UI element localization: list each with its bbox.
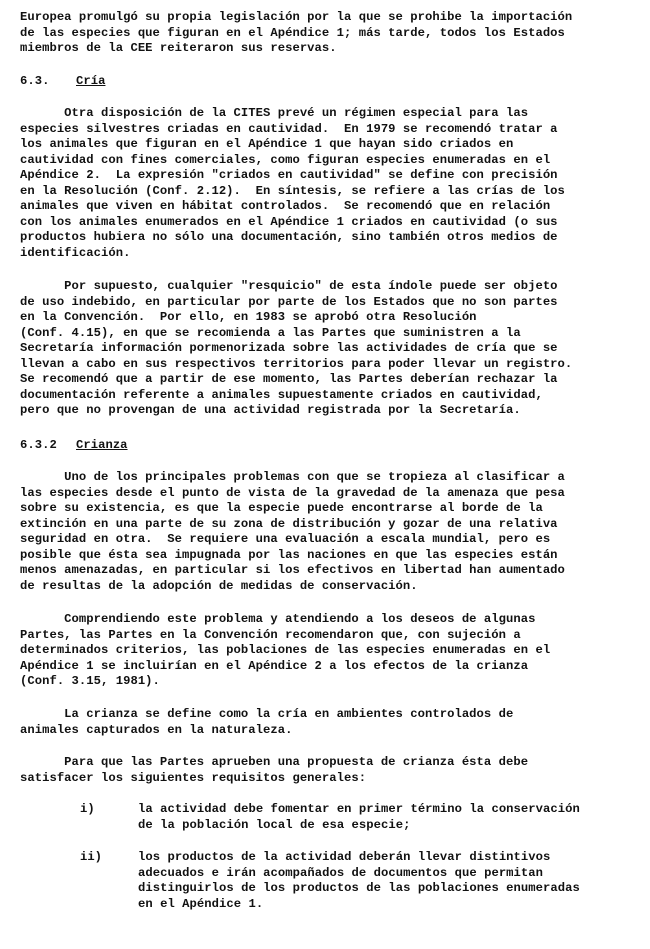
text-line: cautividad con fines comerciales, como figuran especies enumeradas en el [20,152,551,167]
text-line: los animales que figuran en el Apéndice 1 que hayan sido criados en [20,137,514,151]
text-line: sobre su existencia, es que la especie puede encontrarse al borde de la [20,501,543,515]
text-line: documentación referente a animales supuestamente criados en cautividad, [20,387,543,402]
list-item-line: en el Apéndice 1. [138,896,264,911]
text-line: posible que ésta sea impugnada por las naciones en que las especies están [20,547,558,562]
text-line: productos hubiera no sólo una documentación, sino también otros medios de [20,230,558,244]
text-line: Europea promulgó su propia legislación por la que se prohibe la importación [20,10,573,24]
text-line: Comprendiendo este problema y atendiendo a los deseos de algunas [20,612,536,626]
text-line: Por supuesto, cualquier "resquicio" de esta índole puede ser objeto [20,279,558,293]
text-line: con los animales enumerados en el Apéndice 1 criados en cautividad (o sus [20,214,558,229]
text-line: en la Resolución (Conf. 2.12). En síntesis, se refiere a las crías de los [20,183,565,198]
text-line: seguridad en otra. Se requiere una evaluación a escala mundial, pero es [20,532,551,546]
text-line: en la Convención. Por ello, en 1983 se aprobó otra Resolución [20,310,477,324]
text-line: las especies desde el punto de vista de la gravedad de la amenaza que pesa [20,485,565,500]
list-item-line: adecuados e irán acompañados de documentos que permitan [138,865,544,880]
list-item-line: los productos de la actividad deberán llevar distintivos [138,850,551,864]
text-line: llevan a cabo en sus respectivos territorios para poder llevar un registro. [20,356,573,371]
text-line: Se recomendó que a partir de ese momento, las Partes deberían rechazar la [20,372,558,386]
section-number: 6.3.2 [20,438,57,452]
text-line: menos amenazadas, en particular si los efectivos en libertad han aumentado [20,563,565,577]
list-item-line: distinguirlos de los productos de las poblaciones enumeradas [138,881,580,895]
text-line: Apéndice 2. La expresión "criados en cautividad" se define con precisión [20,168,558,182]
text-line: de resultas de la adopción de medidas de conservación. [20,578,418,593]
text-line: animales capturados en la naturaleza. [20,722,293,737]
text-line: Apéndice 1 se incluirían en el Apéndice 2 a los efectos de la crianza [20,658,529,673]
text-line: La crianza se define como la cría en ambientes controlados de [20,707,514,721]
text-line: miembros de la CEE reiteraron sus reservas. [20,41,337,55]
section-title: Cría [76,74,106,88]
text-line: determinados criterios, las poblaciones de las especies enumeradas en el [20,643,551,657]
list-item-line: de la población local de esa especie; [138,817,411,832]
text-line: de uso indebido, en particular por parte de los Estados que no son partes [20,294,558,309]
text-line: identificación. [20,245,131,260]
text-line: animales que viven en hábitat controlados. Se recomendó que en relación [20,199,551,213]
section-title: Crianza [76,438,128,452]
text-line: Secretaría información pormenorizada sobre las actividades de cría que se [20,341,558,355]
text-line: de las especies que figuran en el Apéndice 1; más tarde, todos los Estados [20,25,565,40]
list-marker: i) [80,802,95,816]
text-line: pero que no provengan de una actividad registrada por la Secretaría. [20,403,521,417]
text-line: Uno de los principales problemas con que se tropieza al clasificar a [20,470,565,484]
text-line: satisfacer los siguientes requisitos generales: [20,770,367,785]
section-number: 6.3. [20,74,50,88]
text-line: extinción en una parte de su zona de distribución y gozar de una relativa [20,516,558,531]
list-item-line: la actividad debe fomentar en primer término la conservación [138,802,580,816]
text-line: (Conf. 3.15, 1981). [20,674,160,688]
list-marker: ii) [80,850,102,864]
text-line: Partes, las Partes en la Convención recomendaron que, con sujeción a [20,627,521,642]
text-line: Otra disposición de la CITES prevé un régimen especial para las [20,106,529,120]
text-line: especies silvestres criadas en cautividad. En 1979 se recomendó tratar a [20,121,558,136]
text-line: Para que las Partes aprueben una propuesta de crianza ésta debe [20,755,529,769]
text-line: (Conf. 4.15), en que se recomienda a las Partes que suministren a la [20,325,521,340]
